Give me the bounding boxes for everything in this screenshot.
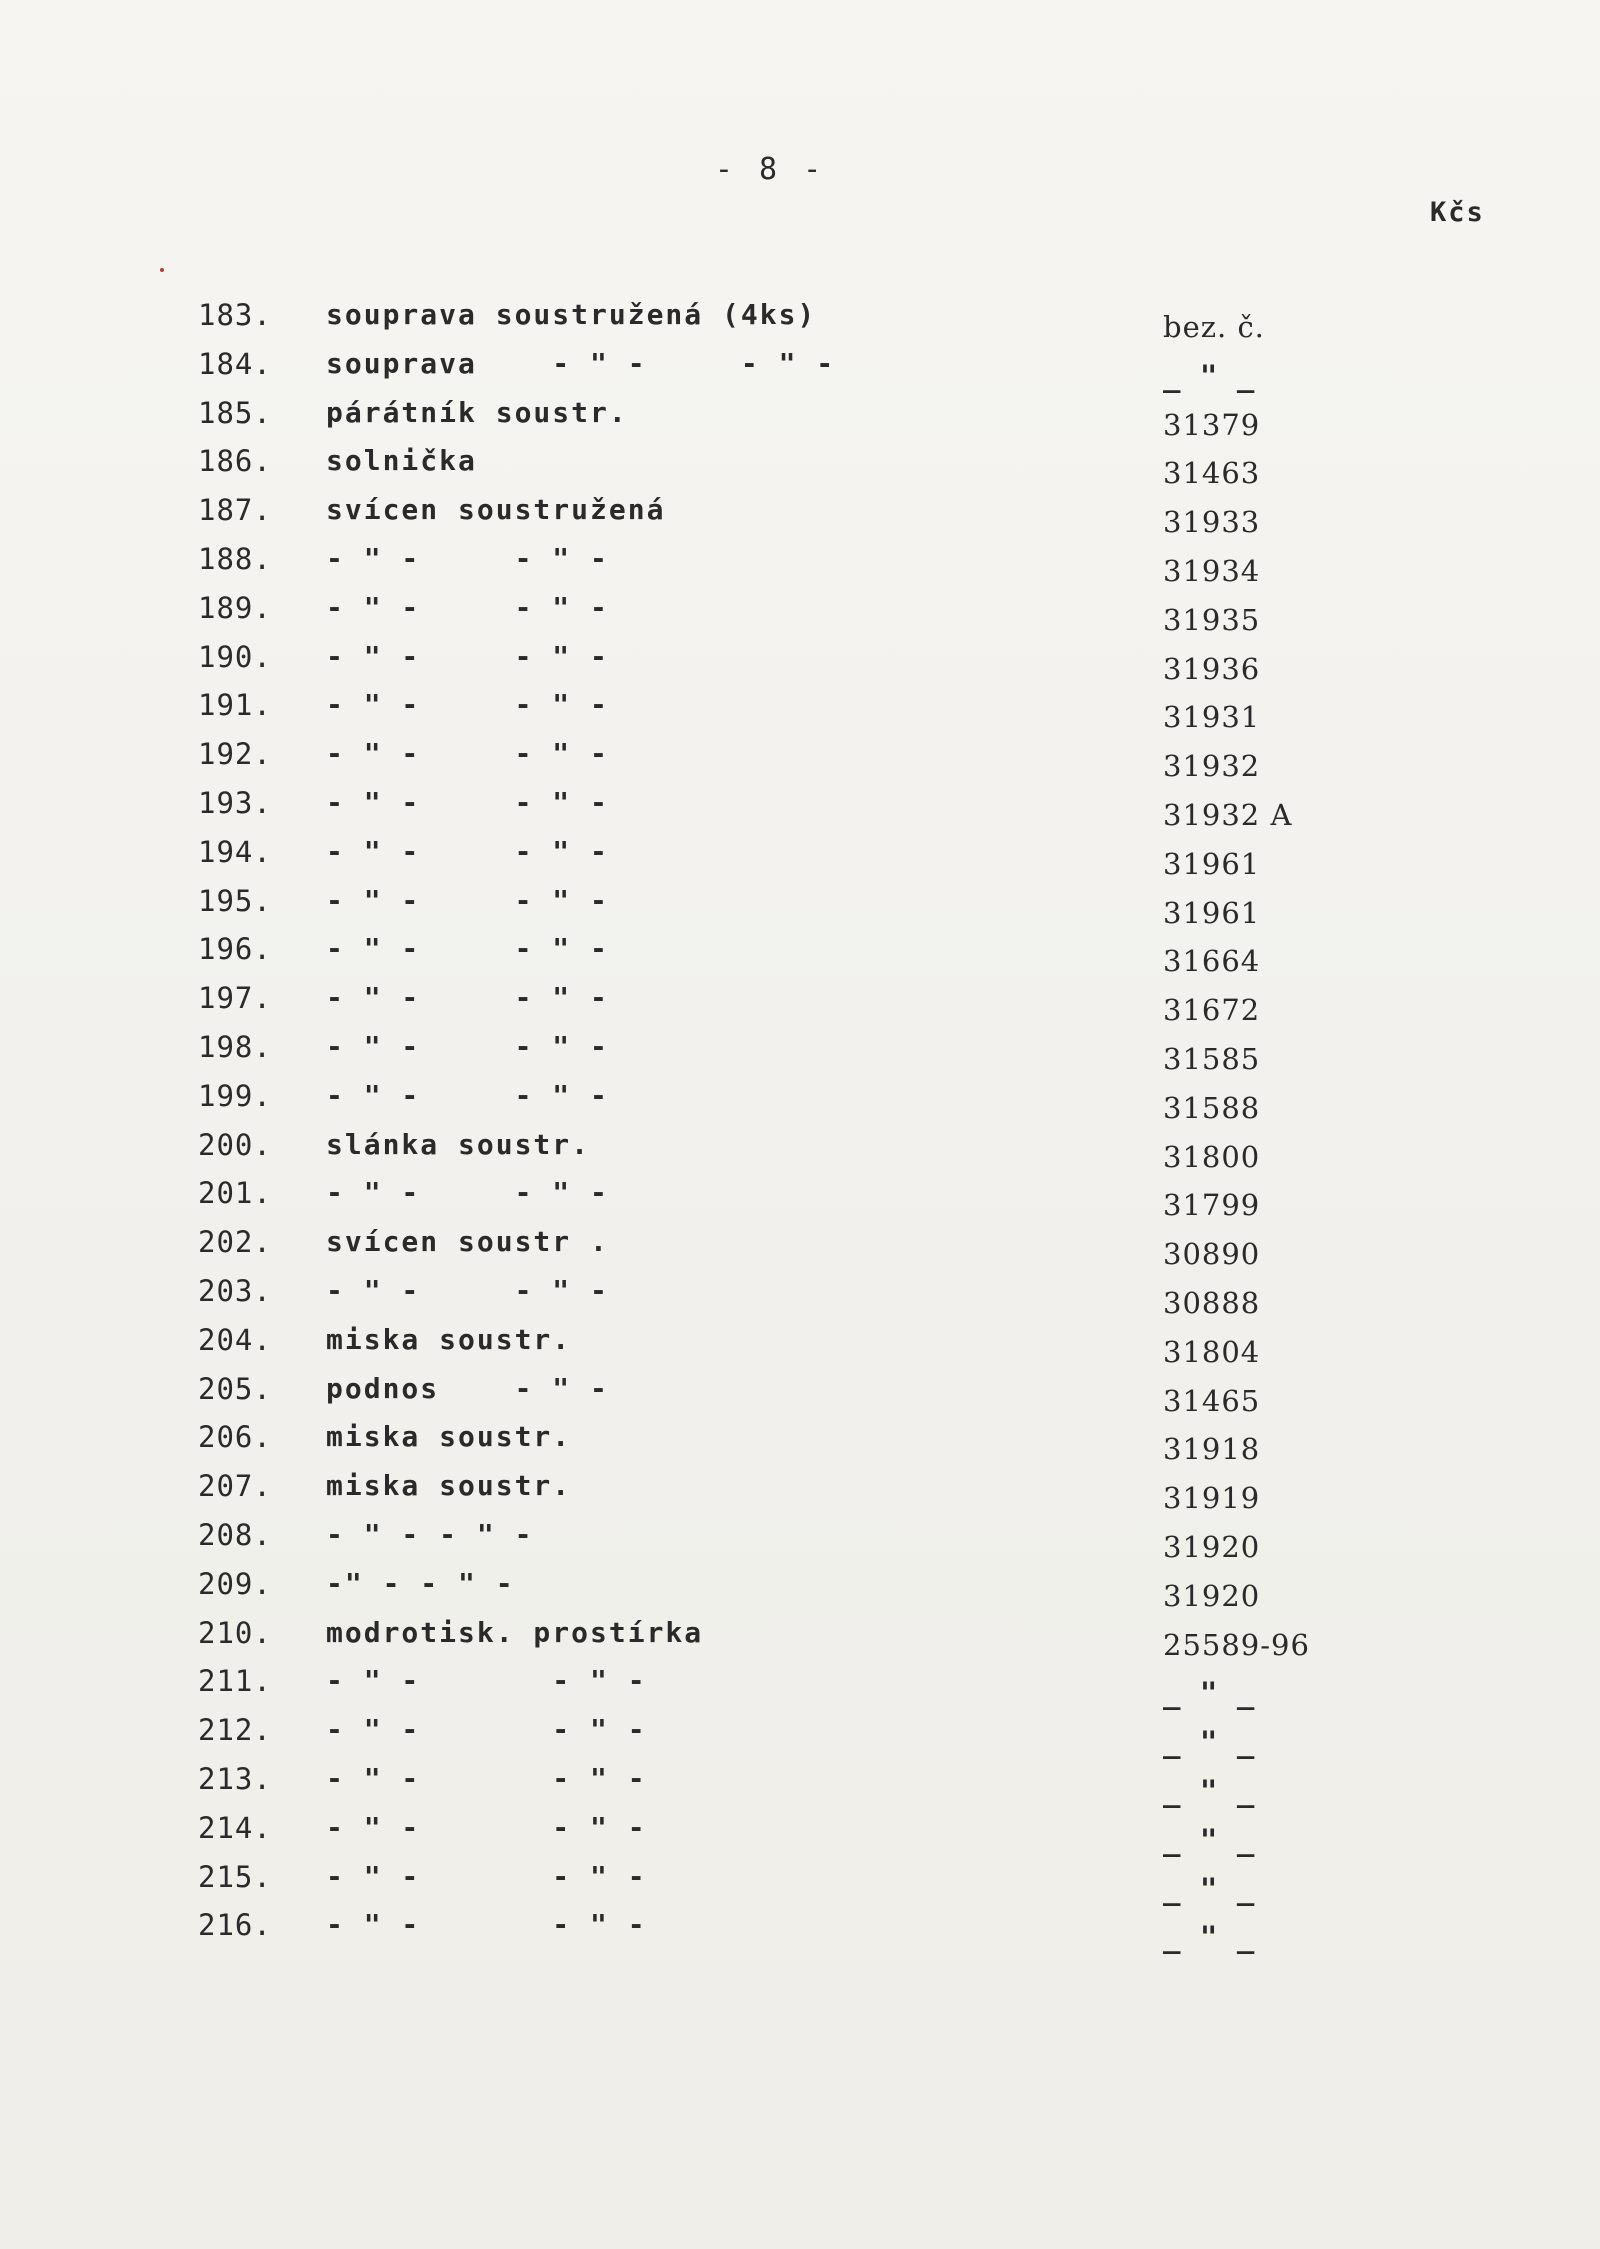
item-code: 31463 <box>1163 456 1261 491</box>
item-number: 213. <box>198 1761 272 1796</box>
inventory-row <box>198 542 1348 591</box>
item-number: 183. <box>198 298 272 332</box>
item-code: _ " _ <box>1163 358 1256 393</box>
item-number: 208. <box>198 1517 272 1552</box>
item-number: 215. <box>198 1859 272 1894</box>
item-number: 184. <box>198 346 272 381</box>
inventory-list <box>198 298 1348 1957</box>
item-code: 31465 <box>1163 1383 1261 1418</box>
item-number: 193. <box>198 785 272 820</box>
item-description: - " - - " - <box>326 834 609 868</box>
item-description: - " - - " - <box>326 737 609 771</box>
inventory-row <box>198 1030 1348 1079</box>
item-description: miska soustr. <box>326 1469 572 1503</box>
item-description: - " - - " - <box>326 1713 647 1747</box>
item-description: solnička <box>326 444 477 478</box>
item-number: 201. <box>198 1176 272 1211</box>
item-code: 31918 <box>1163 1432 1261 1467</box>
item-code: 31932 <box>1163 749 1261 784</box>
inventory-row <box>198 1079 1348 1128</box>
item-code: _ " _ <box>1163 1676 1256 1711</box>
item-description: - " - - " - <box>326 785 609 819</box>
item-description: - " - - " - <box>326 932 609 966</box>
item-code: 31585 <box>1163 1041 1261 1076</box>
item-description: svícen soustružená <box>326 493 666 527</box>
item-code: 31672 <box>1163 993 1261 1028</box>
ink-speck <box>160 268 164 272</box>
currency-label: Kčs <box>1430 197 1485 228</box>
item-code: 25589-96 <box>1163 1627 1310 1662</box>
item-description: - " - - " - <box>326 688 609 722</box>
item-description: svícen soustr . <box>326 1225 609 1259</box>
inventory-row <box>198 688 1348 737</box>
inventory-row <box>198 884 1348 933</box>
item-description: - " - - " - <box>326 883 609 917</box>
item-description: -" - - " - <box>326 1566 515 1600</box>
item-number: 190. <box>198 639 272 674</box>
item-number: 207. <box>198 1469 272 1504</box>
item-description: - " - - " - <box>326 1176 609 1210</box>
item-code: 31800 <box>1163 1139 1261 1174</box>
inventory-row <box>198 786 1348 835</box>
item-code: _ " _ <box>1163 1871 1256 1906</box>
inventory-row <box>198 1518 1348 1567</box>
item-description: - " - - " - <box>326 1810 647 1844</box>
inventory-row <box>198 444 1348 493</box>
item-number: 192. <box>198 737 272 772</box>
item-description: - " - - " - <box>326 1908 647 1942</box>
item-number: 196. <box>198 932 272 967</box>
item-description: miska soustr. <box>326 1420 572 1454</box>
item-number: 211. <box>198 1664 272 1699</box>
item-description: modrotisk. prostírka <box>326 1615 704 1649</box>
item-number: 202. <box>198 1225 272 1260</box>
inventory-row <box>198 1128 1348 1177</box>
item-number: 216. <box>198 1908 272 1943</box>
item-description: - " - - " - <box>326 981 609 1015</box>
inventory-row <box>198 1908 1348 1957</box>
item-number: 214. <box>198 1810 272 1845</box>
inventory-row <box>198 737 1348 786</box>
item-number: 212. <box>198 1713 272 1748</box>
inventory-row <box>198 493 1348 542</box>
inventory-row <box>198 1176 1348 1225</box>
inventory-row <box>198 1664 1348 1713</box>
page-number: - 8 - <box>714 152 826 187</box>
item-description: miska soustr. <box>326 1322 572 1356</box>
inventory-row <box>198 835 1348 884</box>
item-number: 209. <box>198 1566 272 1601</box>
item-number: 203. <box>198 1273 272 1308</box>
item-code: 31934 <box>1163 553 1261 588</box>
item-code: 31920 <box>1163 1578 1261 1613</box>
item-code: 31588 <box>1163 1090 1261 1125</box>
item-number: 200. <box>198 1127 272 1162</box>
item-code: 31920 <box>1163 1529 1261 1564</box>
item-code: 31961 <box>1163 846 1261 881</box>
item-number: 188. <box>198 541 272 576</box>
inventory-row <box>198 1860 1348 1909</box>
item-number: 204. <box>198 1322 272 1357</box>
item-code: 31932 A <box>1163 797 1293 832</box>
inventory-row <box>198 1323 1348 1372</box>
item-code: 31799 <box>1163 1188 1261 1223</box>
inventory-row <box>198 1713 1348 1762</box>
inventory-row <box>198 1469 1348 1518</box>
inventory-row <box>198 1225 1348 1274</box>
item-code: 30888 <box>1163 1285 1261 1320</box>
item-description: - " - - " - <box>326 639 609 673</box>
item-description: - " - - " - <box>326 1859 647 1893</box>
item-description: slánka soustr. <box>326 1127 591 1161</box>
item-number: 198. <box>198 1029 272 1064</box>
item-description: souprava - " - - " - <box>326 346 836 380</box>
item-description: podnos - " - <box>326 1371 609 1405</box>
item-description: párátník soustr. <box>326 395 628 429</box>
item-number: 187. <box>198 493 272 528</box>
inventory-row <box>198 298 1348 347</box>
inventory-row <box>198 1567 1348 1616</box>
item-description: souprava soustružená (4ks) <box>326 298 817 331</box>
item-number: 191. <box>198 688 272 723</box>
item-code: 31933 <box>1163 505 1261 540</box>
item-code: _ " _ <box>1163 1773 1256 1808</box>
item-code: _ " _ <box>1163 1822 1256 1857</box>
item-number: 206. <box>198 1420 272 1455</box>
inventory-row <box>198 1762 1348 1811</box>
item-number: 186. <box>198 444 272 479</box>
item-description: - " - - " - <box>326 590 609 624</box>
inventory-row <box>198 1811 1348 1860</box>
item-code: 31804 <box>1163 1334 1261 1369</box>
inventory-row <box>198 1616 1348 1665</box>
item-code: bez. č. <box>1163 310 1265 344</box>
item-description: - " - - " - <box>326 1761 647 1795</box>
inventory-row <box>198 640 1348 689</box>
item-code: _ " _ <box>1163 1725 1256 1760</box>
item-number: 197. <box>198 981 272 1016</box>
inventory-row <box>198 932 1348 981</box>
item-code: 31935 <box>1163 602 1261 637</box>
item-number: 189. <box>198 590 272 625</box>
item-number: 195. <box>198 883 272 918</box>
item-description: - " - - " - <box>326 1664 647 1698</box>
inventory-row <box>198 1274 1348 1323</box>
item-number: 194. <box>198 834 272 869</box>
item-description: - " - - " - <box>326 1273 609 1307</box>
item-number: 199. <box>198 1078 272 1113</box>
item-description: - " - - " - <box>326 541 609 575</box>
item-code: 31961 <box>1163 895 1261 930</box>
item-description: - " - - " - <box>326 1078 609 1112</box>
item-number: 205. <box>198 1371 272 1406</box>
inventory-row <box>198 396 1348 445</box>
item-number: 210. <box>198 1615 272 1650</box>
inventory-row <box>198 981 1348 1030</box>
item-code: 31936 <box>1163 651 1261 686</box>
inventory-row <box>198 347 1348 396</box>
item-code: 31931 <box>1163 700 1261 735</box>
inventory-row <box>198 591 1348 640</box>
item-code: 31664 <box>1163 944 1261 979</box>
item-description: - " - - " - <box>326 1029 609 1063</box>
item-description: - " - - " - <box>326 1517 534 1551</box>
inventory-row <box>198 1420 1348 1469</box>
item-code: _ " _ <box>1163 1920 1256 1955</box>
item-code: 30890 <box>1163 1237 1261 1272</box>
item-code: 31919 <box>1163 1481 1261 1516</box>
inventory-row <box>198 1372 1348 1421</box>
item-number: 185. <box>198 395 272 430</box>
item-code: 31379 <box>1163 407 1261 442</box>
